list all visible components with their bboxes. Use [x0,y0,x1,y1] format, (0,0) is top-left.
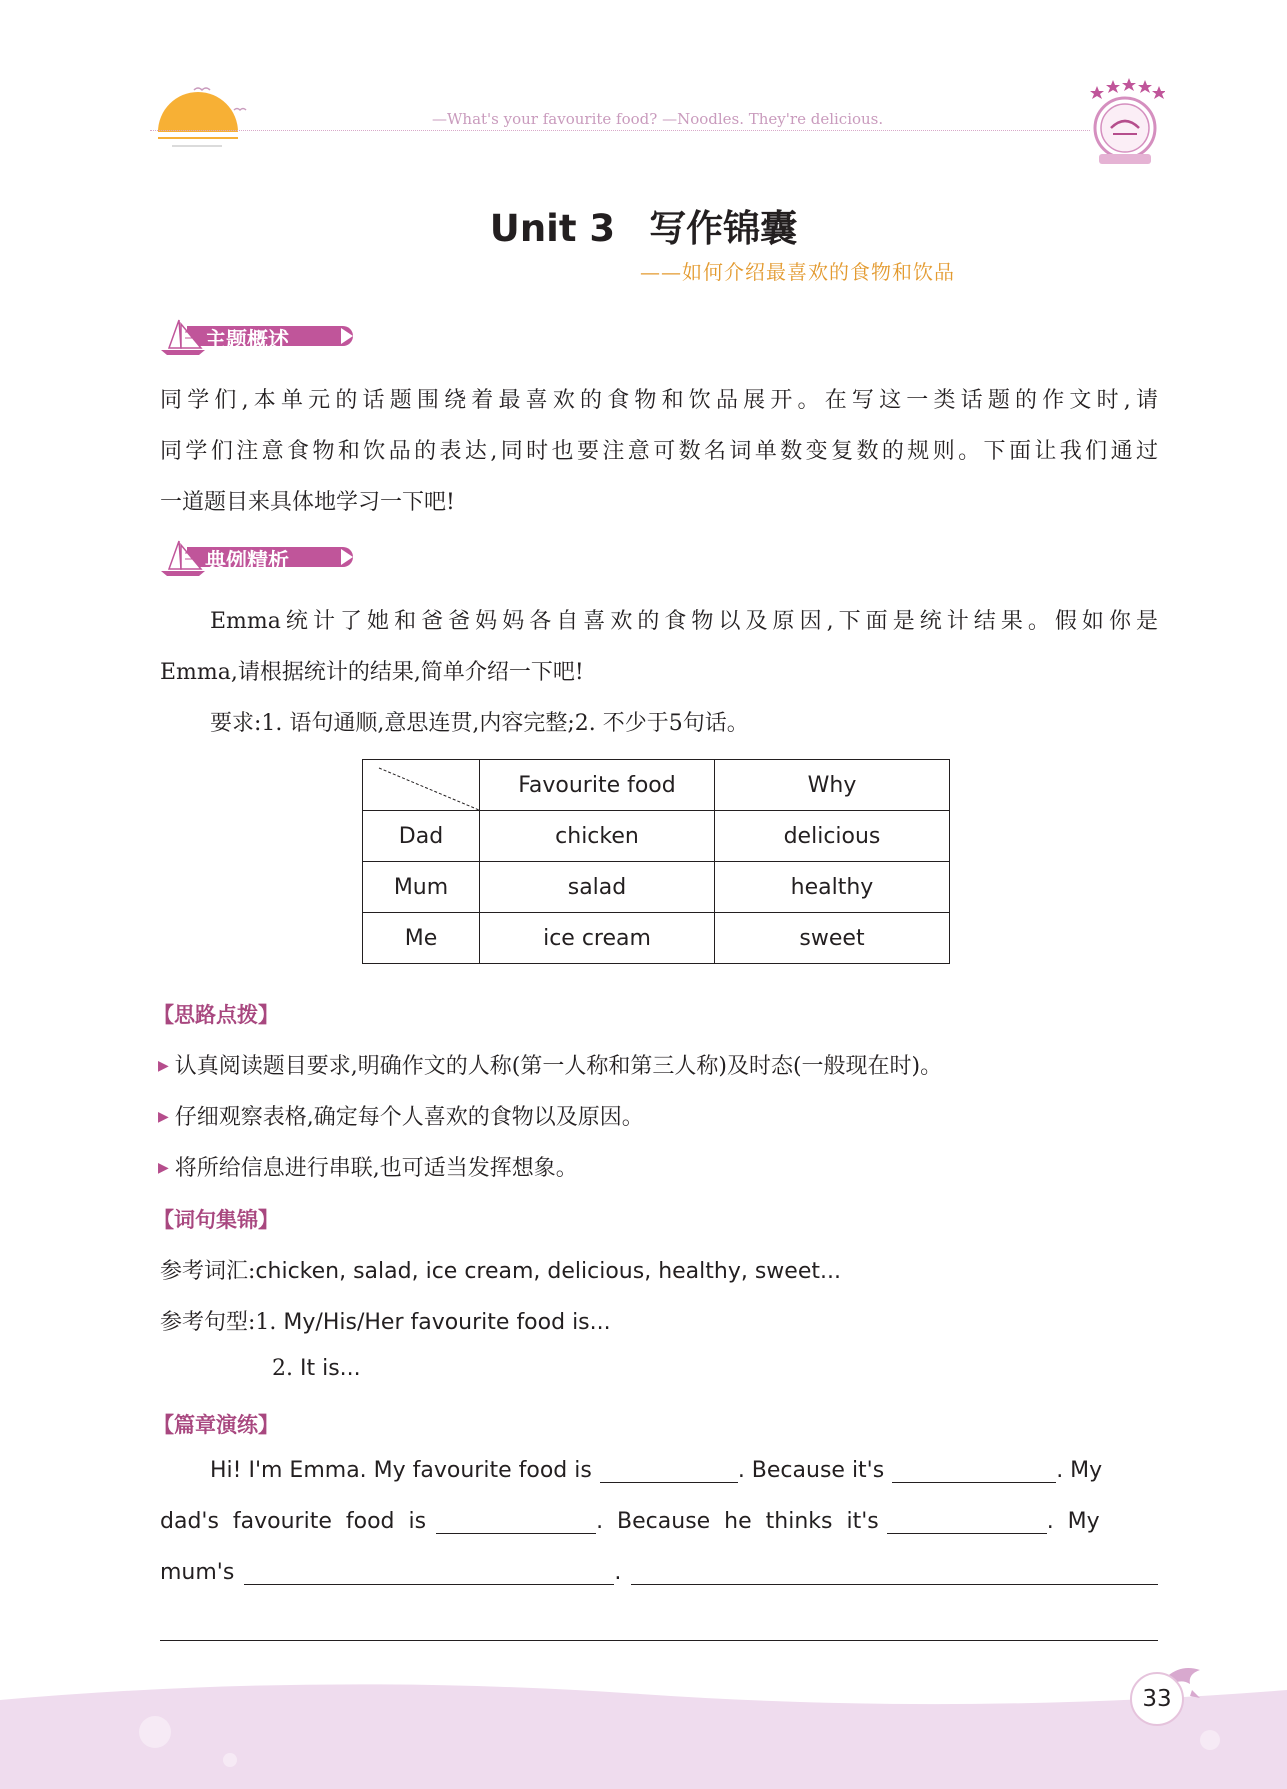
tips-heading: 【思路点拨】 [153,1003,279,1027]
vocab-pattern-2: It is... [300,1356,361,1381]
table-corner-cell [363,760,480,811]
vocab-words-label: 参考词汇: [160,1259,256,1284]
practice-line-3: mum's . [160,1560,1158,1585]
page-title [0,198,1287,252]
table-row [363,913,950,964]
section-tag-overview [157,318,357,356]
vocab-pattern-line-2: 2. It is... [272,1356,361,1381]
table-cell: chicken [480,811,715,862]
triangle-bullet-icon: ▶ [158,1109,169,1125]
survey-table [362,759,950,964]
table-header-row [363,760,950,811]
vocab-words: chicken, salad, ice cream, delicious, healthy, sweet... [255,1259,841,1284]
table-row [363,862,950,913]
unit-label: Unit 3 [489,207,616,250]
section-tag-example [157,539,357,577]
section-tag-label: 主题概述 [205,328,289,352]
sun-decoration [150,80,260,155]
example-line-2: Emma,请根据统计的结果,简单介绍一下吧! [160,660,584,685]
vocab-pattern-line-1: 参考句型:1. My/His/Her favourite food is... [160,1310,611,1335]
section-tag-label: 典例精析 [205,549,289,573]
answer-blank[interactable] [436,1511,596,1534]
triangle-bullet-icon: ▶ [158,1160,169,1176]
answer-line[interactable] [160,1640,1158,1641]
table-cell: sweet [715,913,950,964]
table-row [363,811,950,862]
running-header: —What's your favourite food? —Noodles. They're delicious. [432,110,884,128]
answer-blank[interactable] [892,1460,1056,1483]
practice-line-2: dad's favourite food is . Because he thinks it's . My [160,1509,1100,1534]
table-cell: ice cream [480,913,715,964]
unit-name: 写作锦囊 [649,207,798,250]
answer-blank[interactable] [244,1562,614,1585]
answer-blank[interactable] [631,1562,1158,1585]
tip-item: ▶ 将所给信息进行串联,也可适当发挥想象。 [158,1156,578,1181]
practice-line-1: Hi! I'm Emma. My favourite food is . Because it's . My [210,1458,1103,1483]
table-cell: delicious [715,811,950,862]
tip-item: ▶ 认真阅读题目要求,明确作文的人称(第一人称和第三人称)及时态(一般现在时)。 [158,1054,943,1079]
answer-blank[interactable] [887,1511,1047,1534]
vocab-words-line [160,1254,1158,1285]
table-header-cell: Why [715,760,950,811]
table-header-cell: Favourite food [480,760,715,811]
table-cell: salad [480,862,715,913]
tip-item: ▶ 仔细观察表格,确定每个人喜欢的食物以及原因。 [158,1105,644,1130]
overview-line-2: 同学们注意食物和饮品的表达,同时也要注意可数名词单数变复数的规则。下面让我们通过 [160,439,1158,464]
vocab-heading: 【词句集锦】 [153,1208,279,1232]
table-cell: healthy [715,862,950,913]
diagonal-line [363,760,479,810]
vocab-patterns-label: 参考句型: [160,1310,256,1335]
footer-wave [0,1680,1287,1789]
overview-line-3: 一道题目来具体地学习一下吧! [160,490,455,515]
page-number: 33 [1130,1672,1184,1726]
overview-line-1: 同学们,本单元的话题围绕着最喜欢的食物和饮品展开。在写这一类话题的作文时,请 [160,388,1158,413]
answer-blank[interactable] [600,1460,738,1483]
table-cell: Dad [363,811,480,862]
example-line-1: Emma统计了她和爸爸妈妈各自喜欢的食物以及原因,下面是统计结果。假如你是 [210,609,1158,634]
table-cell: Me [363,913,480,964]
vocab-pattern-1: My/His/Her favourite food is... [283,1310,611,1335]
header-dotted-line [150,130,1090,131]
triangle-bullet-icon: ▶ [158,1058,169,1074]
brand-seal-logo [1085,78,1165,168]
practice-heading: 【篇章演练】 [153,1413,279,1437]
page-subtitle: ——如何介绍最喜欢的食物和饮品 [640,260,955,284]
example-requirements: 要求:1. 语句通顺,意思连贯,内容完整;2. 不少于5句话。 [210,711,749,736]
table-cell: Mum [363,862,480,913]
